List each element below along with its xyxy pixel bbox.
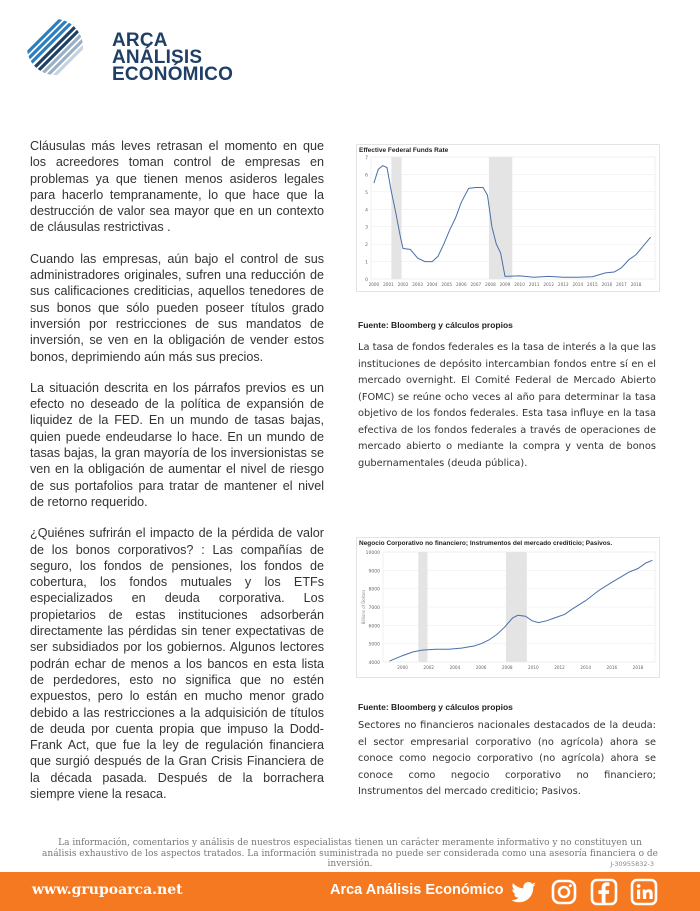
x-tick-label: 2004 bbox=[426, 282, 438, 287]
twitter-icon[interactable] bbox=[510, 878, 538, 906]
x-tick-label: 2000 bbox=[397, 665, 408, 670]
x-tick-label: 2010 bbox=[514, 282, 525, 287]
disclaimer: La información, comentarios y análisis de nuestros especialistas tienen un carácter meramente informativo y no constituyen un análisis exhaustivo de los aspectos tratados. La información suministrada no puede ser considerada como una asesoría financiera o de inversión. bbox=[42, 838, 658, 869]
recession-band bbox=[506, 552, 527, 662]
x-tick-label: 2013 bbox=[557, 282, 569, 287]
x-tick-label: 2012 bbox=[554, 665, 565, 670]
x-tick-label: 2011 bbox=[528, 282, 540, 287]
instagram-icon[interactable] bbox=[550, 878, 578, 906]
chart-2-source: Fuente: Bloomberg y cálculos propios bbox=[358, 702, 513, 712]
recession-band bbox=[418, 552, 427, 662]
y-tick-label: 6000 bbox=[368, 624, 380, 630]
x-tick-label: 2006 bbox=[475, 665, 487, 670]
chart-2-title: Negocio Corporativo no financiero; Instrumentos del mercado crediticio; Pasivos. bbox=[359, 540, 613, 547]
x-tick-label: 2014 bbox=[580, 665, 592, 670]
x-tick-label: 2016 bbox=[606, 665, 618, 670]
paragraph-3: La situación descrita en los párrafos previos es un efecto no deseado de la política de expansión de liquidez de la FED. En un mundo de tasas bajas, quien puede endeudarse lo hace. En un mundo de tasas bajas, la gran mayoría de los inversionistas se ven en la obligación de aumentar el nivel de riesgo de sus portafolios para tratar de mantener el nivel de retorno requerido. bbox=[30, 380, 324, 509]
y-tick-label: 0 bbox=[365, 278, 368, 283]
x-tick-label: 2016 bbox=[601, 282, 613, 287]
x-tick-label: 2008 bbox=[485, 282, 496, 287]
x-tick-label: 2012 bbox=[543, 282, 555, 287]
y-axis-label: Billions of Dollars bbox=[361, 589, 366, 625]
chart-2-description-text: Sectores no financieros nacionales destacados de la deuda: el sector empresarial corporativo (no agrícola) ahora se conoce como negocio corporativo (no agrícola) ahora se conoce como negocio corporativo no financiero; Instrumentos del mercado crediticio; Pasivos. bbox=[358, 720, 656, 797]
x-tick-label: 2004 bbox=[449, 665, 461, 670]
y-tick-label: 5000 bbox=[368, 642, 380, 648]
y-tick-label: 2 bbox=[365, 243, 368, 249]
reference-code: J-30955832-3 bbox=[610, 860, 654, 868]
chart-1-description bbox=[358, 340, 656, 472]
x-tick-label: 2018 bbox=[630, 282, 642, 287]
corporate-debt-chart bbox=[356, 537, 660, 678]
footer-brand-name: Arca Análisis Económico bbox=[330, 882, 504, 898]
facebook-icon[interactable] bbox=[590, 878, 618, 906]
arca-logo bbox=[26, 14, 234, 94]
y-tick-label: 10000 bbox=[365, 551, 380, 556]
x-tick-label: 2001 bbox=[383, 282, 394, 287]
website-link[interactable]: www.grupoarca.net bbox=[32, 882, 183, 898]
brand-name bbox=[112, 32, 233, 83]
chart-1-source: Fuente: Bloomberg y cálculos propios bbox=[358, 320, 513, 330]
y-tick-label: 1 bbox=[365, 260, 368, 266]
y-tick-label: 6 bbox=[365, 173, 368, 179]
x-tick-label: 2000 bbox=[368, 282, 380, 287]
linkedin-icon[interactable] bbox=[630, 878, 658, 906]
x-tick-label: 2002 bbox=[423, 665, 435, 670]
paragraph-4: ¿Quiénes sufrirán el impacto de la pérdida de valor de los bonos corporativos? : Las compañías de seguro, los fondos de pensiones, los fondos de cobertura, los fondos mutuales y los ETFs especializados en deuda corporativa. Los propietarios de estas instituciones adsorberán directamente las pérdidas sin tener expectativas de ser subsidiados por los gobiernos. Algunos lectores podrán echar de menos a los bancos en esta lista de perdedores, esto no significa que no estén expuestos, pero lo están en mucho menor grado debido a las restricciones a la adquisición de títulos de deuda por cuenta propia que impuso la Dodd- Frank Act, que fue la ley de regulación financiera que surgió después de la Gran Crisis Financiera de la década pasada. Después de la borrachera siempre viene la resaca. bbox=[30, 526, 324, 801]
x-tick-label: 2018 bbox=[632, 665, 644, 670]
x-tick-label: 2007 bbox=[470, 282, 482, 287]
x-tick-label: 2005 bbox=[441, 282, 453, 287]
y-tick-label: 5 bbox=[365, 190, 368, 196]
paragraph-2: Cuando las empresas, aún bajo el control de sus administradores originales, sufren una reducción de sus calificaciones crediticias, aquellos tenedores de sus bonos que sólo pueden poseer títulos grado inversión por restricciones de sus mandatos de inversión, se ven en la obligación de vender estos bonos, deprimiendo aún más sus precios. bbox=[30, 251, 324, 364]
brand-line-3: ECONÓMICO bbox=[112, 64, 234, 85]
y-tick-label: 9000 bbox=[368, 569, 380, 575]
logo-mark-icon bbox=[26, 14, 84, 78]
corporate-debt-chart-svg bbox=[357, 538, 659, 677]
chart-1-title: Effective Federal Funds Rate bbox=[359, 147, 449, 154]
y-tick-label: 4000 bbox=[368, 661, 380, 666]
x-tick-label: 2015 bbox=[587, 282, 598, 287]
y-tick-label: 3 bbox=[365, 225, 368, 231]
x-tick-label: 2002 bbox=[397, 282, 409, 287]
x-tick-label: 2017 bbox=[616, 282, 627, 287]
chart-1-description-text: La tasa de fondos federales es la tasa de interés a la que las instituciones de depósito intercambian fondos entre sí en el mercado overnight. El Comité Federal de Mercado Abierto (FOMC) se reúne ocho veces al año para determinar la tasa objetivo de los fondos federales. Esta tasa influye en la tasa efectiva de los fondos federales a través de operaciones de mercado abierto o mediante la compra y venta de bonos gubernamentales (deuda pública). bbox=[358, 342, 656, 469]
paragraph-1: Cláusulas más leves retrasan el momento en que los acreedores toman control de empresas en problemas ya que tienen menos asideros legales para hacerlo tempranamente, lo que hace que la destrucción de valor sea mayor que en un contexto de cláusulas restrictivas . bbox=[30, 139, 324, 235]
recession-band bbox=[489, 157, 512, 279]
x-tick-label: 2006 bbox=[455, 282, 467, 287]
footer-bar bbox=[0, 872, 700, 911]
x-tick-label: 2003 bbox=[412, 282, 423, 287]
plot-area bbox=[371, 157, 655, 279]
y-tick-label: 7 bbox=[365, 156, 368, 161]
fed-funds-chart-svg bbox=[357, 145, 659, 291]
chart-2-description bbox=[358, 718, 656, 801]
x-tick-label: 2010 bbox=[528, 665, 539, 670]
brand-line-1: ARCA bbox=[112, 30, 168, 51]
fed-funds-chart bbox=[356, 144, 660, 292]
x-tick-label: 2014 bbox=[572, 282, 584, 287]
y-tick-label: 4 bbox=[365, 208, 368, 214]
x-tick-label: 2008 bbox=[501, 665, 513, 670]
brand-line-2: ANÁLISIS bbox=[112, 47, 203, 68]
x-tick-label: 2009 bbox=[499, 282, 511, 287]
left-column bbox=[30, 138, 324, 817]
y-tick-label: 8000 bbox=[368, 587, 380, 593]
y-tick-label: 7000 bbox=[368, 606, 380, 611]
